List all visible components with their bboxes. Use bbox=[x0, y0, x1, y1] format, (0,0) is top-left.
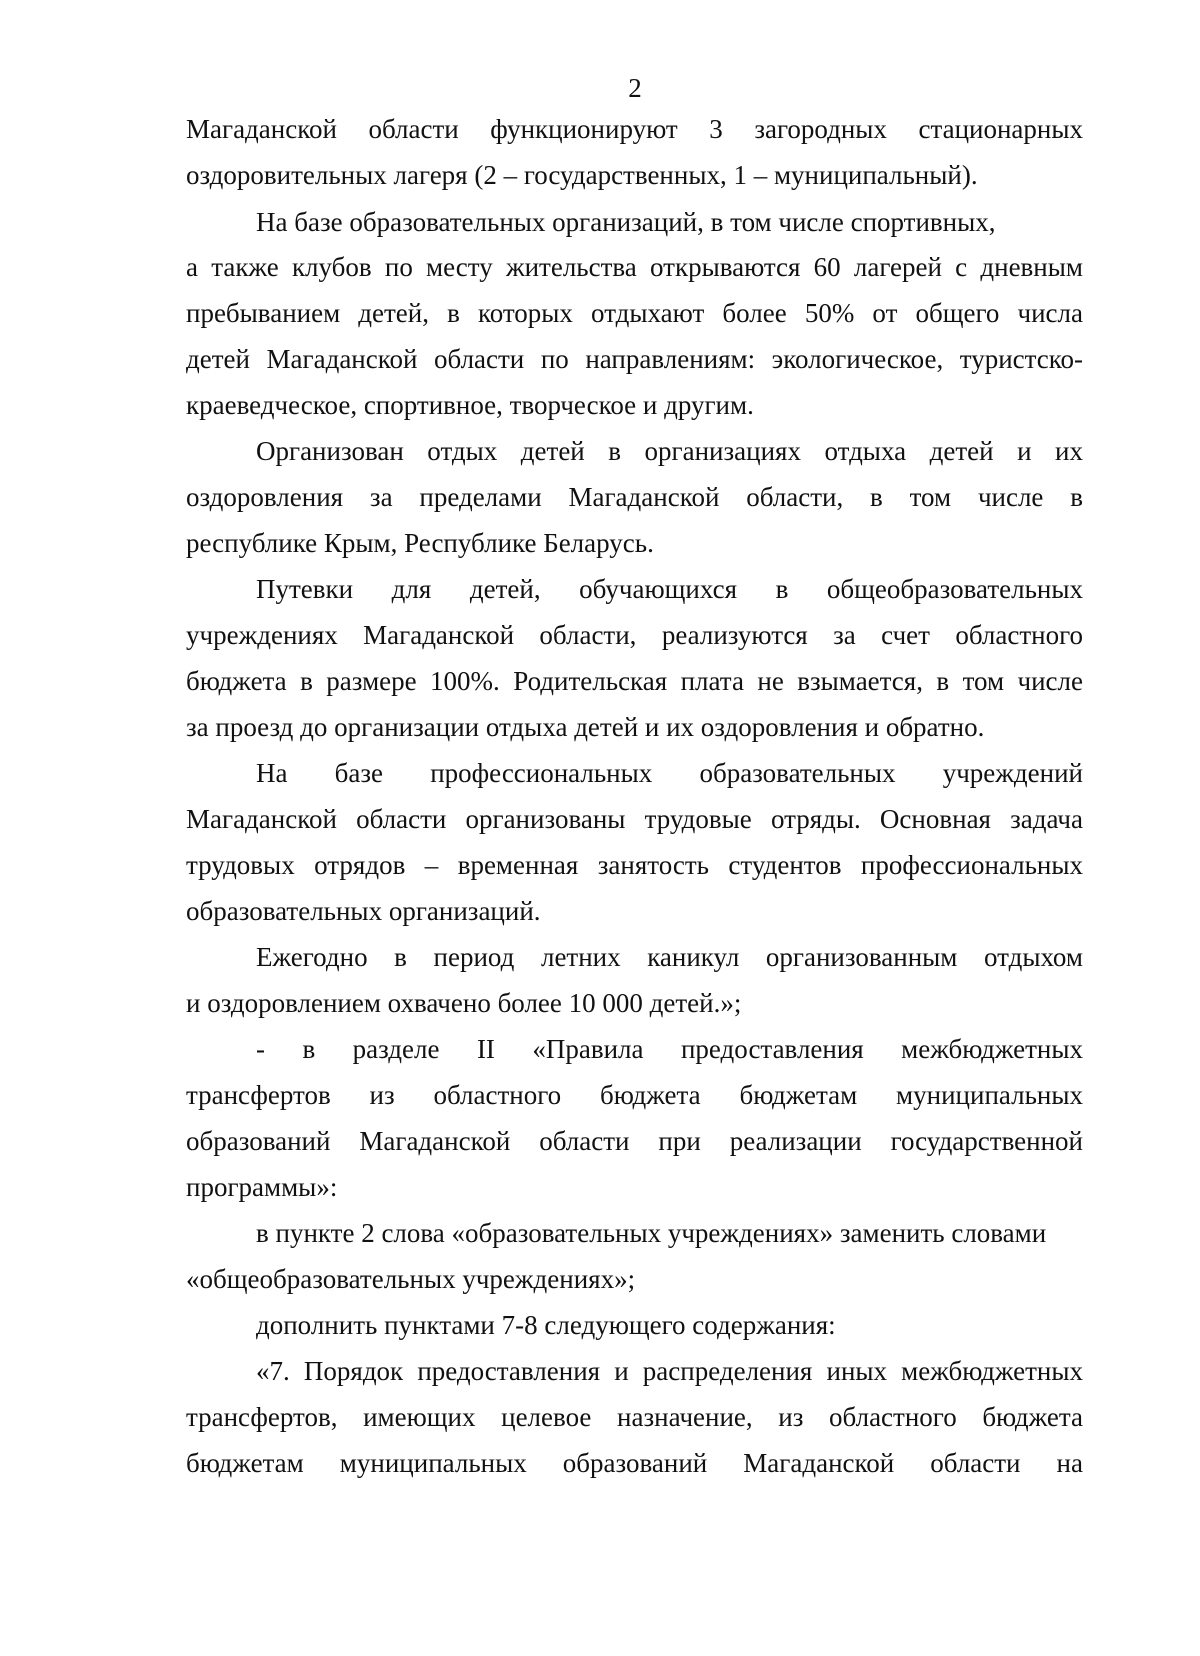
text-line: дополнить пунктами 7-8 следующего содержания: bbox=[256, 1310, 836, 1340]
text-line: - в разделе II «Правила предоставления межбюджетных bbox=[256, 1034, 1083, 1064]
text-line: бюджетам муниципальных образований Магаданской области на bbox=[186, 1448, 1083, 1478]
text-line: На базе образовательных организаций, в том числе спортивных, bbox=[256, 207, 996, 237]
text-line: образовательных организаций. bbox=[186, 896, 541, 926]
text-line: а также клубов по месту жительства открываются 60 лагерей с дневным bbox=[186, 252, 1083, 282]
text-line: краеведческое, спортивное, творческое и другим. bbox=[186, 390, 754, 420]
text-line: трудовых отрядов – временная занятость студентов профессиональных bbox=[186, 850, 1083, 880]
text-line: программы»: bbox=[186, 1172, 338, 1202]
text-line: Магаданской области функционируют 3 загородных стационарных bbox=[186, 114, 1083, 144]
text-line: Магаданской области организованы трудовые отряды. Основная задача bbox=[186, 804, 1083, 834]
text-line: Путевки для детей, обучающихся в общеобразовательных bbox=[256, 574, 1083, 604]
text-line: На базе профессиональных образовательных учреждений bbox=[256, 758, 1083, 788]
text-line: Ежегодно в период летних каникул организованным отдыхом bbox=[256, 942, 1083, 972]
text-line: учреждениях Магаданской области, реализуются за счет областного bbox=[186, 620, 1083, 650]
text-line: пребыванием детей, в которых отдыхают более 50% от общего числа bbox=[186, 298, 1083, 328]
text-line: образований Магаданской области при реализации государственной bbox=[186, 1126, 1083, 1156]
text-line: «7. Порядок предоставления и распределения иных межбюджетных bbox=[256, 1356, 1083, 1386]
text-line: республике Крым, Республике Беларусь. bbox=[186, 528, 654, 558]
text-line: «общеобразовательных учреждениях»; bbox=[186, 1264, 636, 1294]
page-number: 2 bbox=[628, 73, 642, 103]
text-line: Организован отдых детей в организациях отдыха детей и их bbox=[256, 436, 1083, 466]
text-line: оздоровительных лагеря (2 – государственных, 1 – муниципальный). bbox=[186, 160, 978, 190]
text-line: детей Магаданской области по направлениям: экологическое, туристско- bbox=[186, 344, 1083, 374]
text-line: трансфертов, имеющих целевое назначение, из областного бюджета bbox=[186, 1402, 1083, 1432]
text-line: трансфертов из областного бюджета бюджетам муниципальных bbox=[186, 1080, 1083, 1110]
text-line: оздоровления за пределами Магаданской области, в том числе в bbox=[186, 482, 1083, 512]
text-line: в пункте 2 слова «образовательных учреждениях» заменить словами bbox=[256, 1218, 1047, 1248]
text-line: за проезд до организации отдыха детей и их оздоровления и обратно. bbox=[186, 712, 985, 742]
text-line: и оздоровлением охвачено более 10 000 детей.»; bbox=[186, 988, 742, 1018]
text-line: бюджета в размере 100%. Родительская плата не взымается, в том числе bbox=[186, 666, 1083, 696]
